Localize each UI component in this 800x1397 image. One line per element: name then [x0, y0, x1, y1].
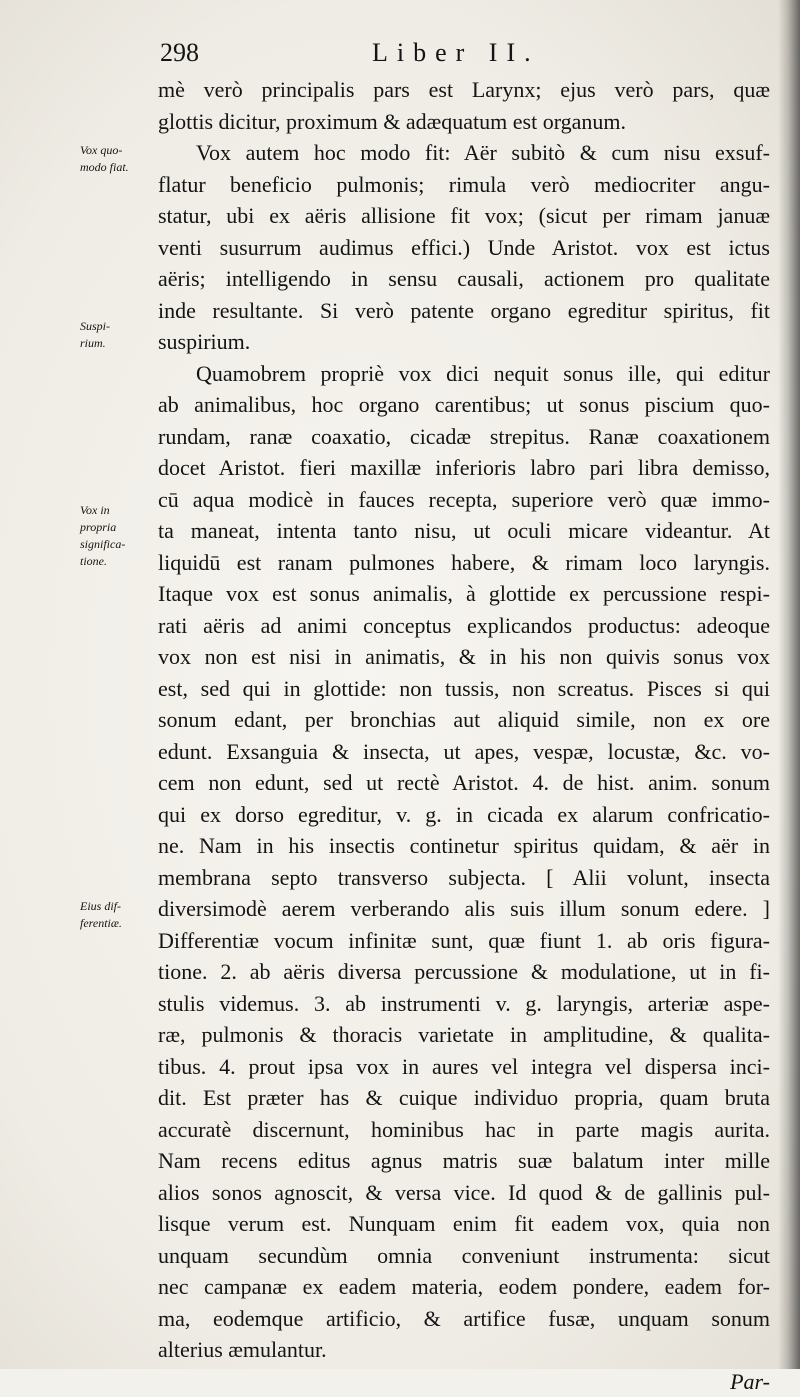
catchword: Par-	[158, 1366, 770, 1397]
text-line: membrana septo transverso subjecta. [ Alii volunt, insecta	[158, 862, 770, 894]
body-text	[158, 74, 770, 1397]
text-line: accuratè discernunt, hominibus hac in parte magis aurita.	[158, 1114, 770, 1146]
text-line: rati aëris ad animi conceptus explicandos productus: adeoque	[158, 610, 770, 642]
text-line: ne. Nam in his insectis continetur spiritus quidam, & aër in	[158, 830, 770, 862]
text-line: aëris; intelligendo in sensu causali, actionem pro qualitate	[158, 263, 770, 295]
margin-note-vox-in-propria-significatione	[80, 502, 156, 570]
text-line: ræ, pulmonis & thoracis varietate in amplitudine, & qualita-	[158, 1019, 770, 1051]
text-line: Differentiæ vocum infinitæ sunt, quæ fiunt 1. ab oris figura-	[158, 925, 770, 957]
page-number: 298	[160, 38, 199, 68]
margin-note-vox-quomodo-fiat	[80, 142, 156, 176]
text-line: statur, ubi ex aëris allisione fit vox; (sicut per rimam januæ	[158, 200, 770, 232]
text-line: venti susurrum audimus effici.) Unde Aristot. vox est ictus	[158, 232, 770, 264]
text-line: ma, eodemque artificio, & artifice fusæ, unquam sonum	[158, 1303, 770, 1335]
text-line: alterius æmulantur.	[158, 1334, 770, 1366]
text-line: glottis dicitur, proximum & adæquatum est organum.	[158, 106, 770, 138]
margin-note-line: propria	[80, 519, 156, 536]
text-line: lisque verum est. Nunquam enim fit eadem vox, quia non	[158, 1208, 770, 1240]
margin-note-line: tione.	[80, 553, 156, 570]
text-line: tione. 2. ab aëris diversa percussione & modulatione, ut in fi-	[158, 956, 770, 988]
text-line: Itaque vox est sonus animalis, à glottide ex percussione respi-	[158, 578, 770, 610]
margin-note-line: modo fiat.	[80, 159, 156, 176]
margin-note-line: Vox in	[80, 502, 156, 519]
page-binding-shadow	[778, 0, 800, 1369]
text-line: edunt. Exsanguia & insecta, ut apes, vespæ, locustæ, &c. vo-	[158, 736, 770, 768]
text-line: mè verò principalis pars est Larynx; ejus verò pars, quæ	[158, 74, 770, 106]
text-line: stulis videmus. 3. ab instrumenti v. g. laryngis, arteriæ aspe-	[158, 988, 770, 1020]
text-line: flatur beneficio pulmonis; rimula verò mediocriter angu-	[158, 169, 770, 201]
text-line: Quamobrem propriè vox dici nequit sonus ille, qui editur	[158, 358, 770, 390]
text-line: rundam, ranæ coaxatio, cicadæ strepitus. Ranæ coaxationem	[158, 421, 770, 453]
margin-note-line: rium.	[80, 335, 156, 352]
text-line: inde resultante. Si verò patente organo egreditur spiritus, fit	[158, 295, 770, 327]
text-line: qui ex dorso egreditur, v. g. in cicada ex alarum confricatio-	[158, 799, 770, 831]
text-line: sonum edant, per bronchias aut aliquid simile, non ex ore	[158, 704, 770, 736]
text-line: cū aqua modicè in fauces recepta, superiore verò quæ immo-	[158, 484, 770, 516]
text-line: cem non edunt, sed ut rectè Aristot. 4. de hist. anim. sonum	[158, 767, 770, 799]
text-line: liquidū est ranam pulmones habere, & rimam loco laryngis.	[158, 547, 770, 579]
text-line: ab animalibus, hoc organo carentibus; ut sonus piscium quo-	[158, 389, 770, 421]
text-line: ta maneat, intenta tanto nisu, ut oculi micare videantur. At	[158, 515, 770, 547]
text-line: unquam secundùm omnia conveniunt instrumenta: sicut	[158, 1240, 770, 1272]
text-line: diversimodè aerem verberando alis suis illum sonum edere. ]	[158, 893, 770, 925]
text-line: nec campanæ ex eadem materia, eodem pondere, eadem for-	[158, 1271, 770, 1303]
text-line: Vox autem hoc modo fit: Aër subitò & cum nisu exsuf-	[158, 137, 770, 169]
margin-note-line: Eius dif-	[80, 898, 156, 915]
page-header	[160, 38, 780, 74]
margin-note-eius-differentiae	[80, 898, 156, 932]
margin-note-line: Suspi-	[80, 318, 156, 335]
margin-note-line: Vox quo-	[80, 142, 156, 159]
text-line: vox non est nisi in animatis, & in his non quivis sonus vox	[158, 641, 770, 673]
text-line: dit. Est præter has & cuique individuo propria, quam bruta	[158, 1082, 770, 1114]
running-head: Liber II.	[372, 38, 540, 68]
text-line: Nam recens editus agnus matris suæ balatum inter mille	[158, 1145, 770, 1177]
margin-note-suspirium	[80, 318, 156, 352]
margin-note-line: significa-	[80, 536, 156, 553]
margin-note-line: ferentiæ.	[80, 915, 156, 932]
text-line: est, sed qui in glottide: non tussis, non screatus. Pisces si qui	[158, 673, 770, 705]
text-line: alios sonos agnoscit, & versa vice. Id quod & de gallinis pul-	[158, 1177, 770, 1209]
text-line: suspirium.	[158, 326, 770, 358]
text-line: docet Aristot. fieri maxillæ inferioris labro pari libra demisso,	[158, 452, 770, 484]
text-line: tibus. 4. prout ipsa vox in aures vel integra vel dispersa inci-	[158, 1051, 770, 1083]
